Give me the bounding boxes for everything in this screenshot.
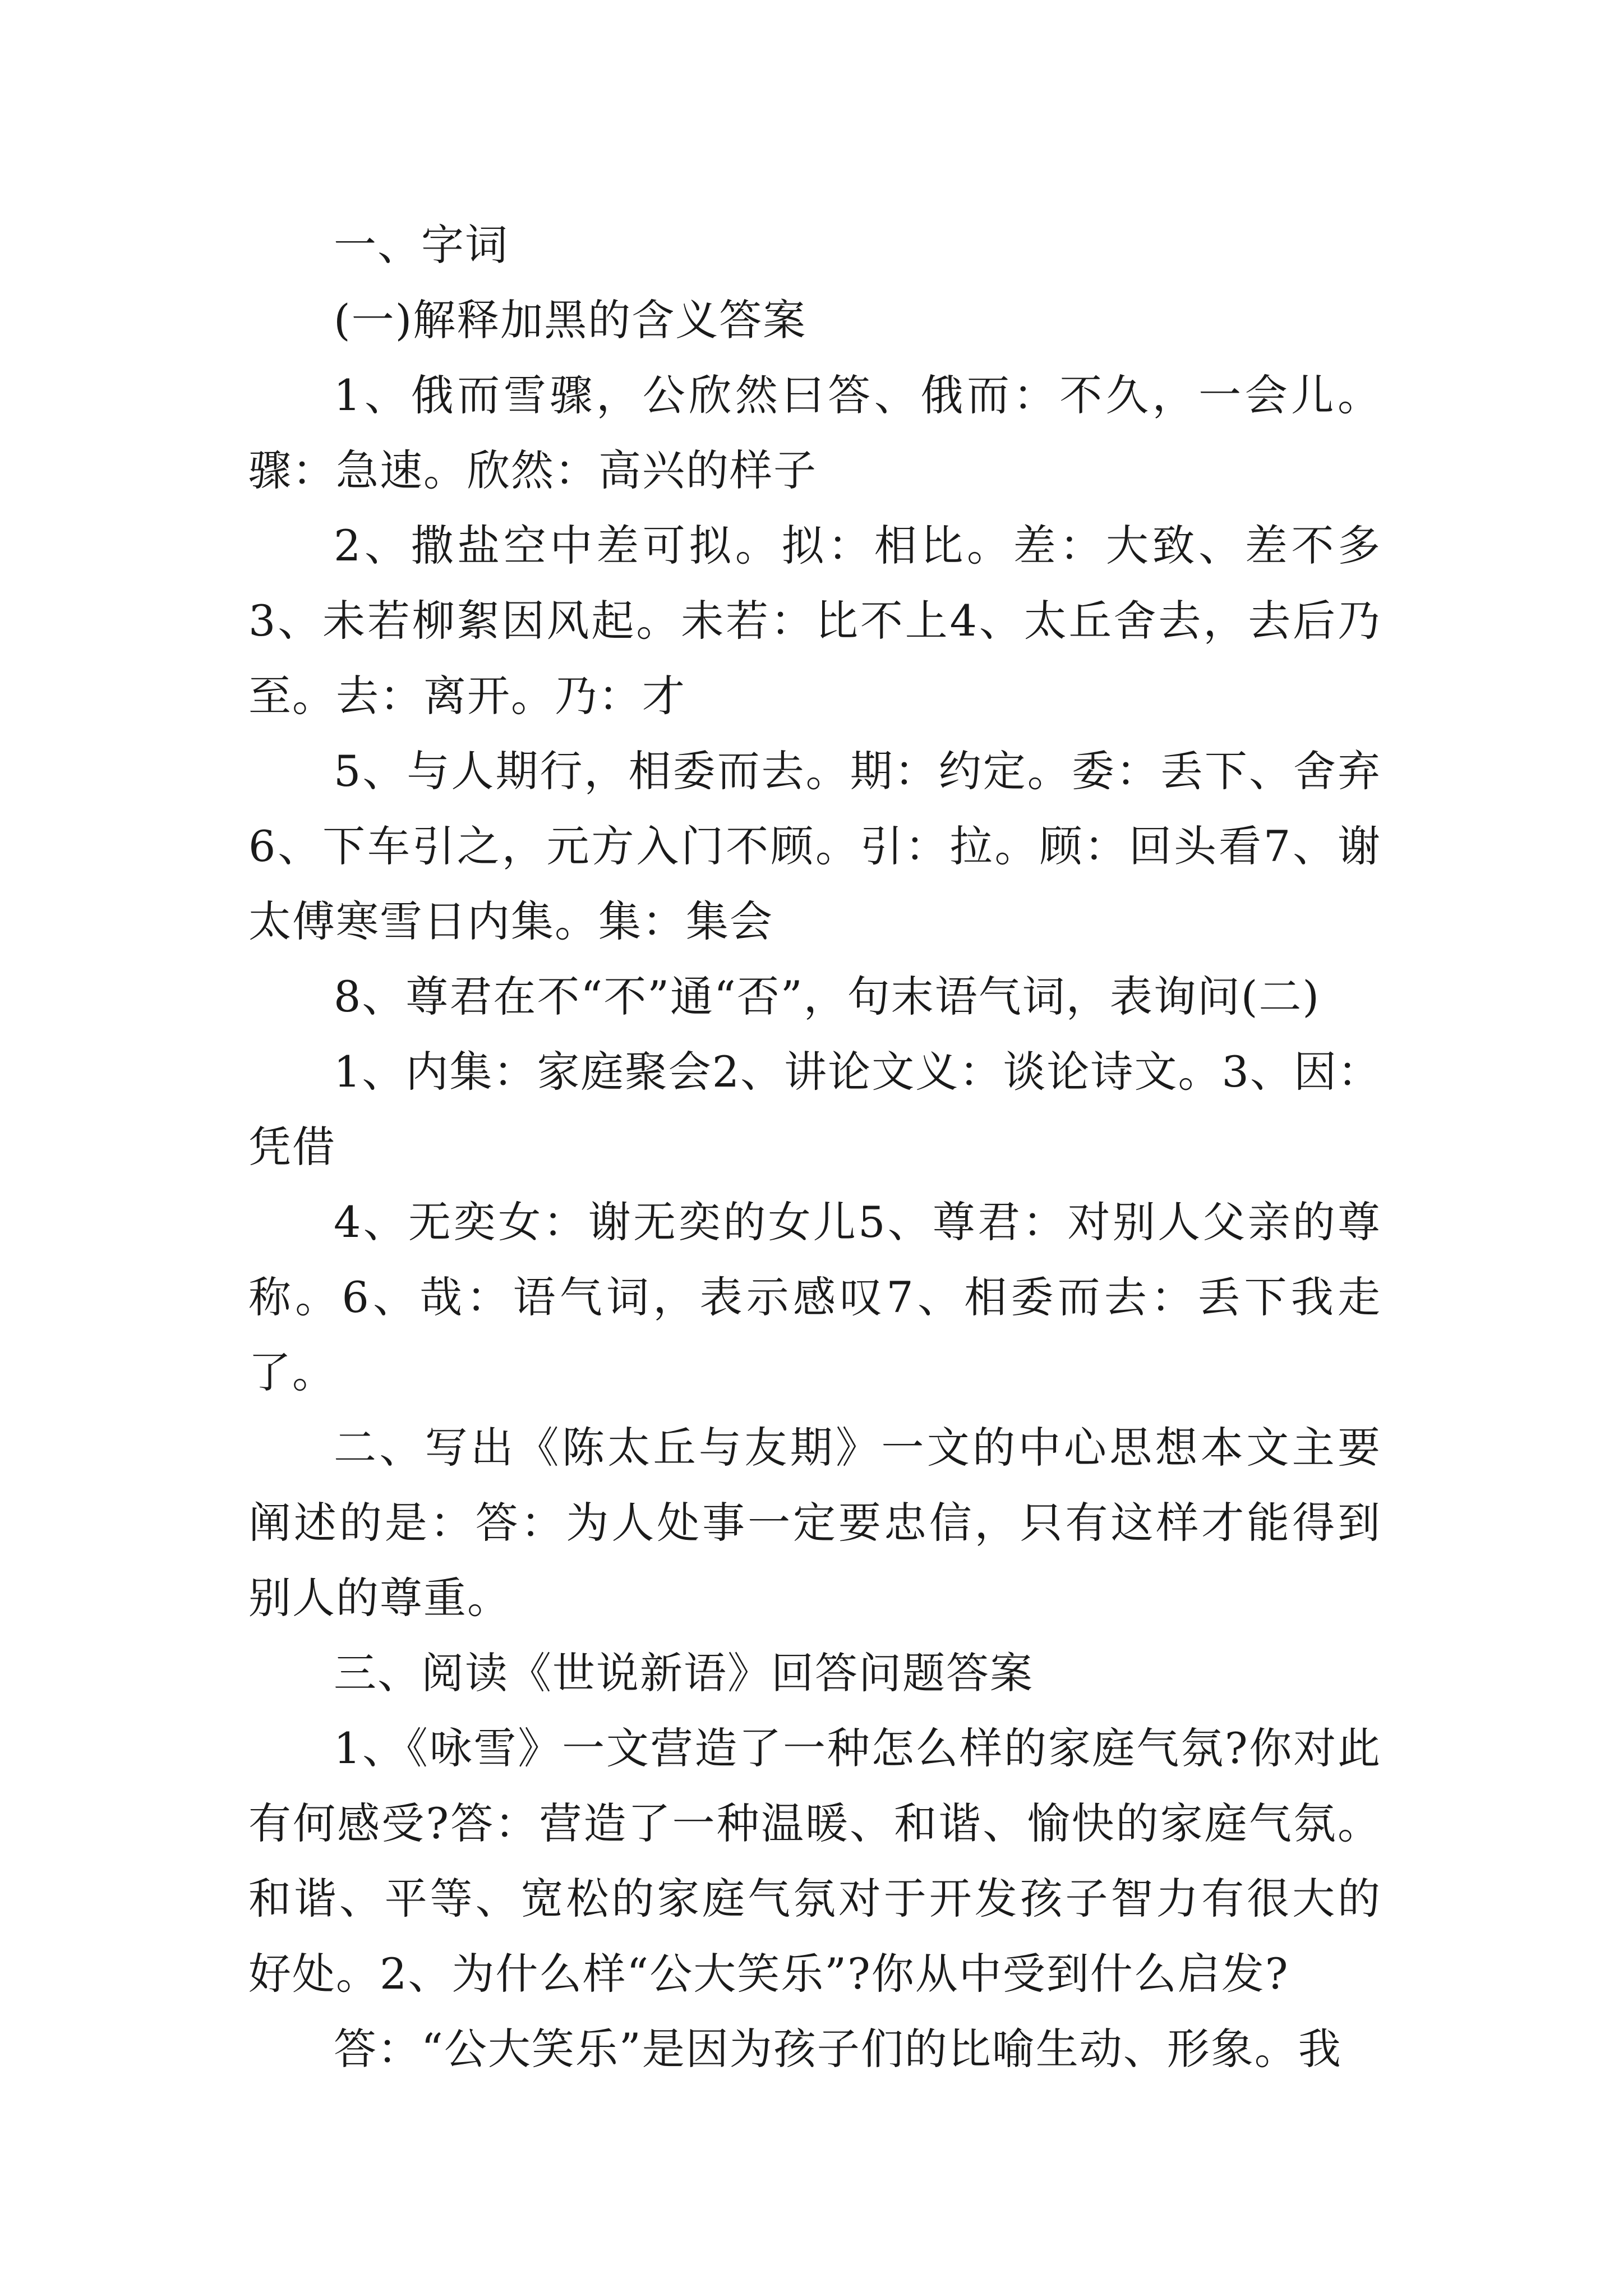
paragraph-section-2-theme: 二、写出《陈太丘与友期》一文的中心思想本文主要阐述的是：答：为人处事一定要忠信，只有这样才能得到别人的尊重。 [248, 1423, 1381, 1623]
heading-vocabulary: 一、字词 [334, 220, 509, 270]
document-body [248, 208, 1381, 2087]
paragraph-item-1: 1、俄而雪骤，公欣然曰答、俄而：不久，一会儿。骤：急速。欣然：高兴的样子 [248, 370, 1381, 495]
paragraph-item-5-7: 5、与人期行，相委而去。期：约定。委：丢下、舍弃6、下车引之，元方入门不顾。引：拉。顾：回头看7、谢太傅寒雪日内集。集：集会 [248, 746, 1381, 946]
paragraph-section-3-answer: 答：“公大笑乐”是因为孩子们的比喻生动、形象。我 [334, 2024, 1342, 2074]
subheading-explanations: (一)解释加黑的含义答案 [334, 295, 807, 345]
paragraph-part2-items-4-7: 4、无奕女：谢无奕的女儿5、尊君：对别人父亲的尊称。6、哉：语气词，表示感叹7、相委而去：丢下我走了。 [248, 1197, 1381, 1397]
paragraph-item-2-4: 2、撒盐空中差可拟。拟：相比。差：大致、差不多3、未若柳絮因风起。未若：比不上4、太丘舍去，去后乃至。去：离开。乃：才 [248, 521, 1381, 721]
paragraph-item-8: 8、尊君在不“不”通“否”，句末语气词，表询问(二) [334, 972, 1321, 1022]
heading-section-3: 三、阅读《世说新语》回答问题答案 [334, 1648, 1034, 1698]
paragraph-part2-items-1-3: 1、内集：家庭聚会2、讲论文义：谈论诗文。3、因：凭借 [248, 1047, 1381, 1172]
paragraph-section-3-q1: 1、《咏雪》一文营造了一种怎么样的家庭气氛?你对此有何感受?答：营造了一种温暖、和谐、愉快的家庭气氛。和谐、平等、宽松的家庭气氛对于开发孩子智力有很大的好处。2、为什么样“公大笑乐”?你从中受到什么启发? [248, 1723, 1381, 1999]
